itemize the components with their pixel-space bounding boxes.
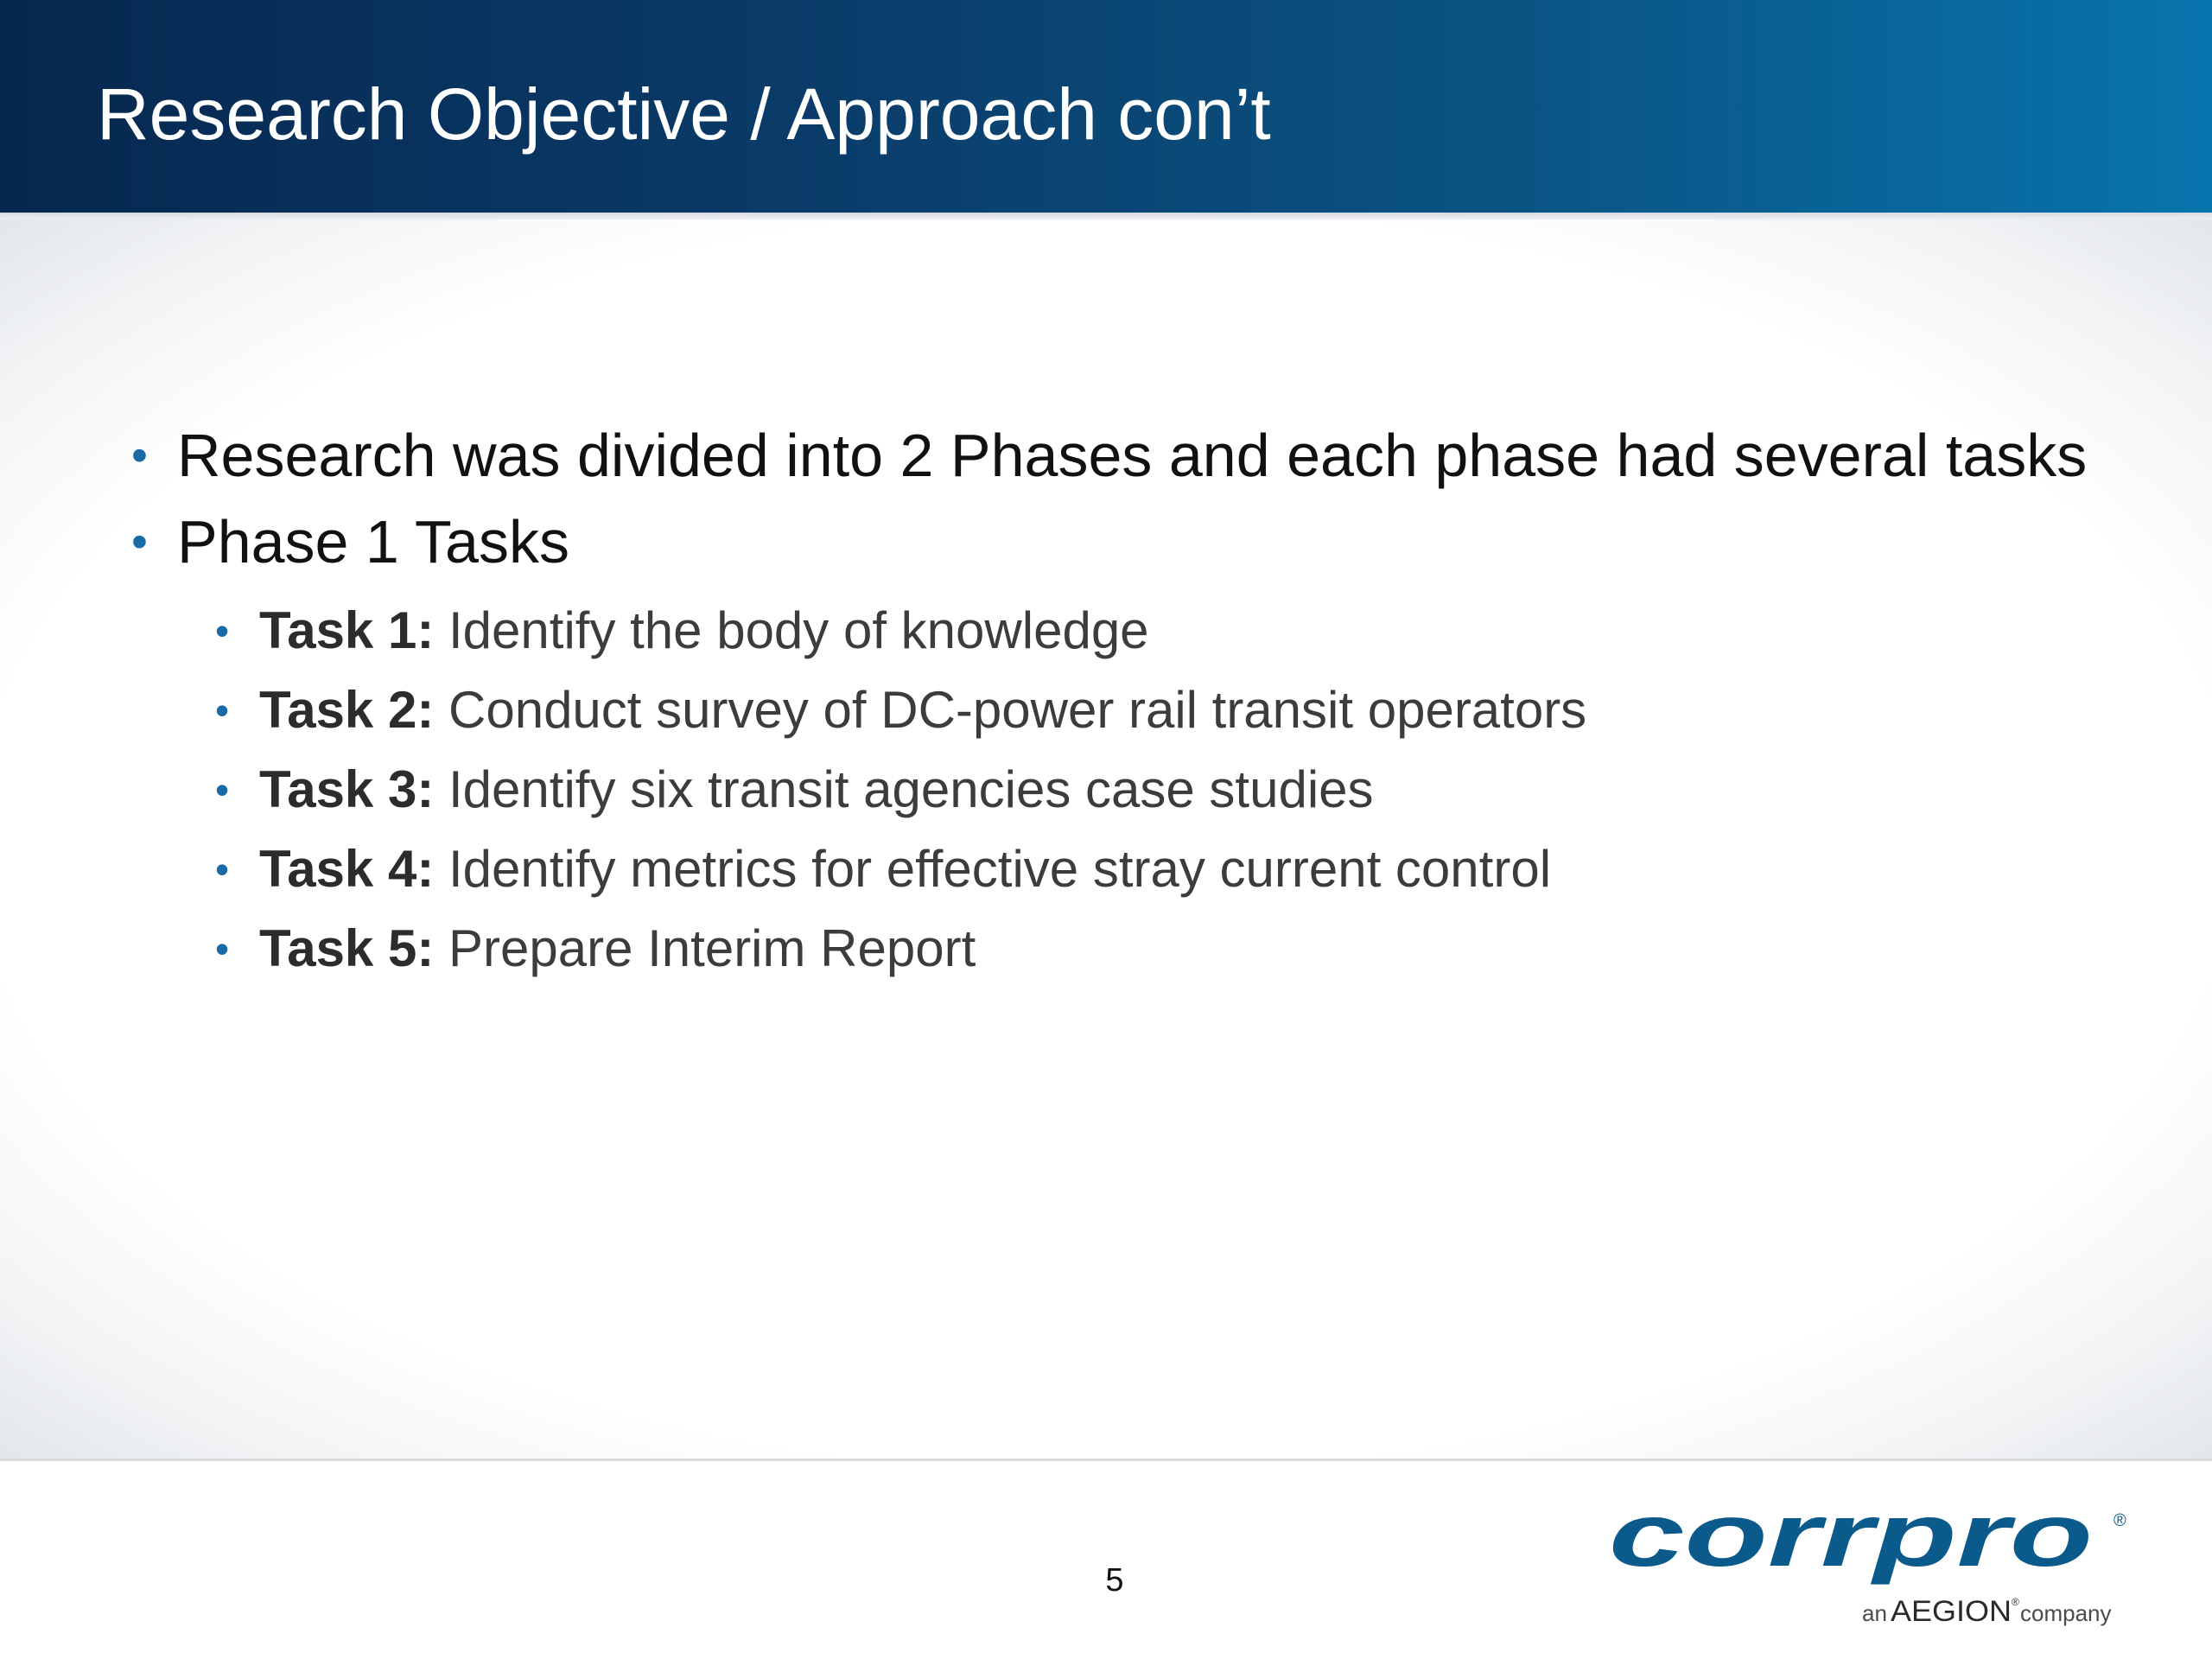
task-text: Prepare Interim Report	[434, 919, 976, 977]
task-text: Conduct survey of DC-power rail transit operators	[434, 681, 1587, 739]
bullet-icon: •	[215, 608, 230, 653]
logo-tagline-mark: ®	[2012, 1596, 2019, 1608]
logo-tagline-brand: AEGION	[1891, 1595, 2012, 1628]
task-label: Task 5:	[259, 919, 435, 977]
page-number: 5	[1105, 1562, 1124, 1599]
task-item-3	[95, 750, 2117, 830]
bullet-item-phase1	[95, 505, 2117, 579]
bullet-icon: •	[215, 767, 230, 812]
bullet-icon: •	[131, 429, 148, 481]
corrpro-logo	[1609, 1495, 2127, 1633]
task-label: Task 3:	[259, 760, 435, 818]
bullet-icon: •	[131, 516, 148, 568]
task-label: Task 2:	[259, 681, 435, 739]
task-label: Task 1:	[259, 601, 435, 659]
content-panel	[0, 219, 2212, 1460]
bullet-text: Phase 1 Tasks	[177, 508, 569, 575]
logo-wordmark: corrpro	[1609, 1495, 2093, 1586]
logo-registered-mark: ®	[2113, 1511, 2126, 1530]
task-text: Identify the body of knowledge	[434, 601, 1149, 659]
bullet-icon: •	[215, 688, 230, 733]
bullet-icon: •	[215, 847, 230, 892]
slide-title: Research Objective / Approach con’t	[97, 73, 1271, 155]
task-list	[95, 591, 2117, 988]
header-divider	[0, 213, 2212, 219]
slide-header	[0, 0, 2212, 213]
logo-tagline-prefix: an	[1862, 1600, 1887, 1626]
footer-divider	[0, 1459, 2212, 1461]
task-item-1	[95, 591, 2117, 671]
logo-tagline-suffix: company	[2020, 1600, 2112, 1626]
bullet-list	[95, 418, 2117, 988]
bullet-item-phases	[95, 418, 2117, 493]
bullet-icon: •	[215, 926, 230, 971]
bullet-text: Research was divided into 2 Phases and each phase had several tasks	[177, 422, 2088, 489]
task-text: Identify six transit agencies case studies	[434, 760, 1374, 818]
task-item-4	[95, 830, 2117, 909]
task-label: Task 4:	[259, 840, 435, 898]
task-item-2	[95, 671, 2117, 750]
task-text: Identify metrics for effective stray current control	[434, 840, 1552, 898]
task-item-5	[95, 909, 2117, 988]
